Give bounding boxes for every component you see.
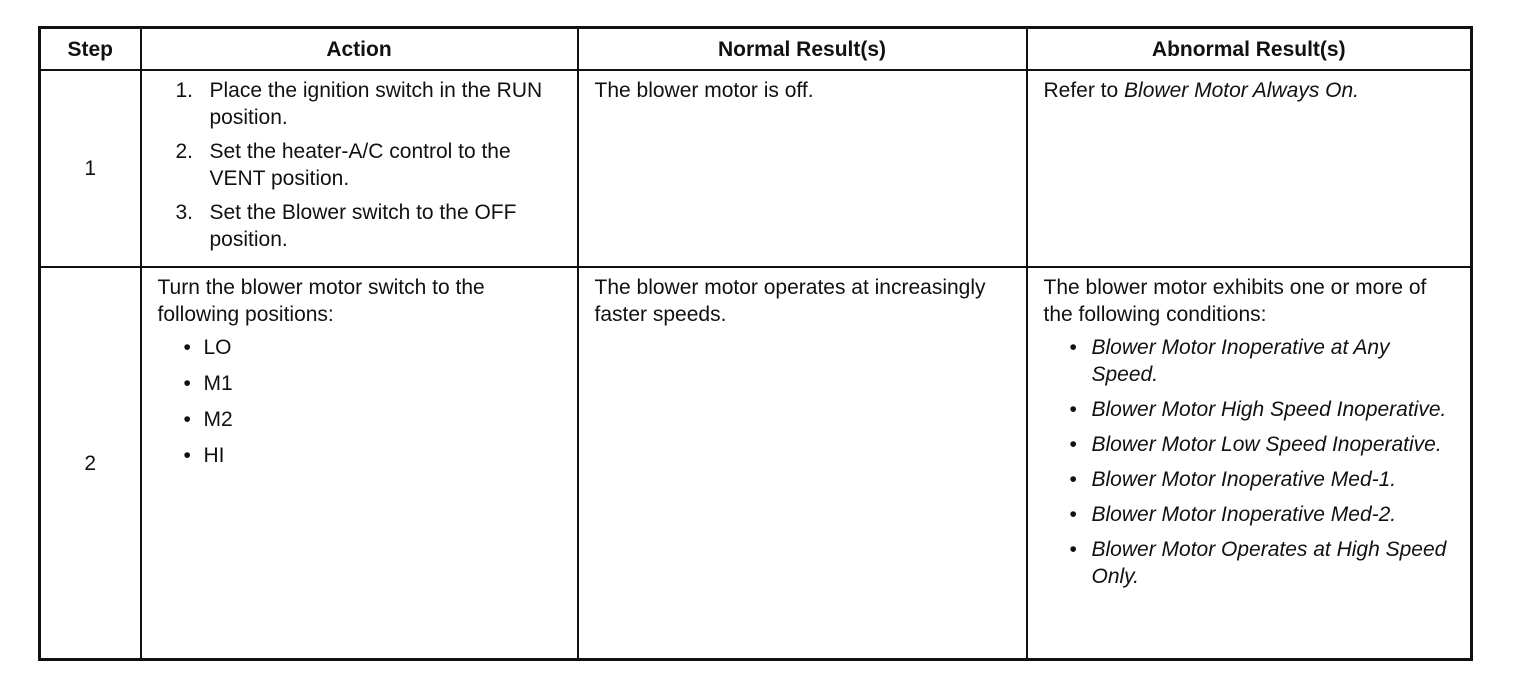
switch-position-label: LO	[203, 336, 232, 359]
abnormal-prefix: Refer to	[1043, 79, 1119, 102]
action-step-text: Set the heater-A/C control to the VENT position.	[209, 140, 511, 190]
action-step-text: Set the Blower switch to the OFF position.	[209, 201, 517, 251]
action-step	[176, 138, 563, 192]
switch-position-label: M2	[203, 408, 233, 431]
condition-item	[1044, 431, 1457, 458]
condition-text: Blower Motor Inoperative Med-2.	[1091, 503, 1397, 526]
condition-text: Blower Motor Operates at High Speed Only.	[1091, 538, 1447, 588]
diagnostic-table	[38, 26, 1473, 661]
normal-result-cell: The blower motor operates at increasingly faster speeds.	[578, 267, 1027, 660]
step-number: 1	[40, 70, 141, 267]
bullet-icon: •	[183, 408, 191, 431]
condition-item	[1044, 536, 1457, 590]
action-step-number: 3.	[175, 201, 194, 224]
header-row	[40, 28, 1472, 71]
header-normal-results: Normal Result(s)	[578, 28, 1027, 71]
action-cell	[141, 267, 578, 660]
switch-positions-list	[158, 334, 563, 469]
condition-item	[1044, 501, 1457, 528]
switch-position-label: HI	[203, 444, 225, 467]
condition-text: Blower Motor Low Speed Inoperative.	[1091, 433, 1442, 456]
table-row-step-2	[40, 267, 1472, 660]
switch-position	[158, 334, 563, 361]
abnormal-result-cell	[1027, 267, 1472, 660]
condition-text: Blower Motor Inoperative Med-1.	[1091, 468, 1397, 491]
switch-position	[158, 370, 563, 397]
action-step	[176, 199, 563, 253]
action-step-number: 2.	[175, 140, 194, 163]
normal-result-cell: The blower motor is off.	[578, 70, 1027, 267]
condition-text: Blower Motor High Speed Inoperative.	[1091, 398, 1447, 421]
bullet-icon: •	[1069, 503, 1077, 526]
action-step	[176, 77, 563, 131]
header-step: Step	[40, 28, 141, 71]
bullet-icon: •	[1069, 398, 1077, 421]
condition-item	[1044, 334, 1457, 388]
header-action: Action	[141, 28, 578, 71]
conditions-list	[1044, 334, 1457, 590]
action-cell	[141, 70, 578, 267]
bullet-icon: •	[1069, 538, 1077, 561]
abnormal-result-cell	[1027, 70, 1472, 267]
action-intro: Turn the blower motor switch to the following positions:	[157, 276, 485, 326]
bullet-icon: •	[183, 336, 191, 359]
switch-position	[158, 406, 563, 433]
abnormal-intro: The blower motor exhibits one or more of the following conditions:	[1043, 276, 1427, 326]
header-abnormal-results: Abnormal Result(s)	[1027, 28, 1472, 71]
bullet-icon: •	[1069, 468, 1077, 491]
switch-position-label: M1	[203, 372, 233, 395]
condition-item	[1044, 396, 1457, 423]
bullet-icon: •	[1069, 336, 1077, 359]
bullet-icon: •	[1069, 433, 1077, 456]
condition-item	[1044, 466, 1457, 493]
abnormal-reference: Blower Motor Always On.	[1124, 79, 1360, 102]
action-step-number: 1.	[175, 79, 194, 102]
action-steps-list	[176, 77, 563, 253]
step-number: 2	[40, 267, 141, 660]
bullet-icon: •	[183, 444, 191, 467]
table-row-step-1	[40, 70, 1472, 267]
condition-text: Blower Motor Inoperative at Any Speed.	[1091, 336, 1390, 386]
action-step-text: Place the ignition switch in the RUN position.	[209, 79, 543, 129]
switch-position	[158, 442, 563, 469]
bullet-icon: •	[183, 372, 191, 395]
